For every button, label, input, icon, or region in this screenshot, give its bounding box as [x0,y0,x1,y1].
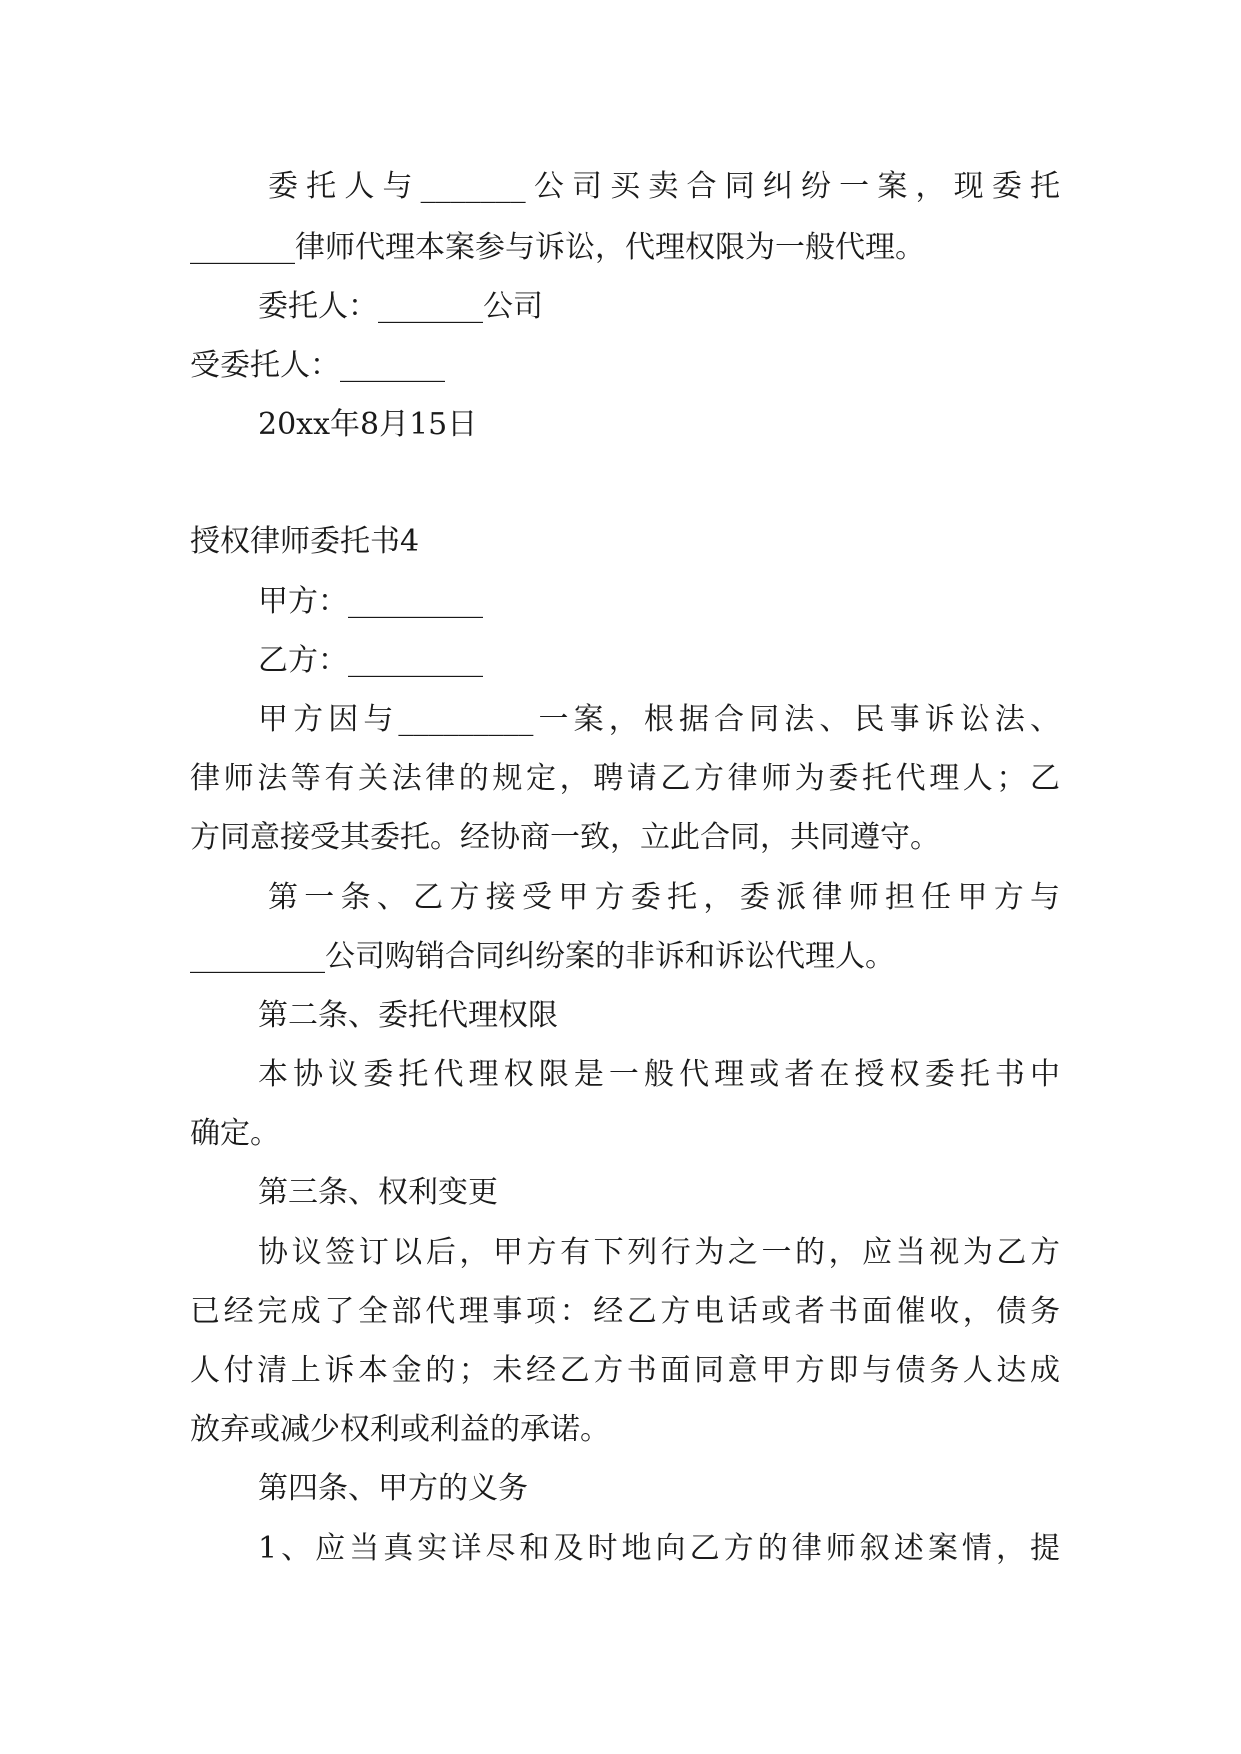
text-line: 第二条、委托代理权限 [258,998,558,1033]
text-line: 律师法等有关法律的规定，聘请乙方律师为委托代理人；乙 [190,761,1060,796]
text-line: 本协议委托代理权限是一般代理或者在授权委托书中 [258,1057,1060,1092]
text-line: 甲方因与_________一案，根据合同法、民事诉讼法、 [258,702,1060,737]
section-heading: 授权律师委托书4 [190,524,420,559]
text-line: 放弃或减少权利或利益的承诺。 [190,1412,610,1447]
text-line: 1、应当真实详尽和及时地向乙方的律师叙述案情，提 [258,1531,1060,1566]
text-line: 第一条、乙方接受甲方委托，委派律师担任甲方与 [268,880,1060,915]
text-line: 人付清上诉本金的；未经乙方书面同意甲方即与债务人达成 [190,1353,1060,1388]
text-line: 方同意接受其委托。经协商一致，立此合同，共同遵守。 [190,820,940,855]
text-line: 协议签订以后，甲方有下列行为之一的，应当视为乙方 [258,1235,1060,1270]
text-line: 受委托人：_______ [190,348,445,383]
text-line: 甲方：_________ [258,584,483,619]
text-line: 确定。 [190,1116,280,1151]
text-line: _______律师代理本案参与诉讼，代理权限为一般代理。 [190,230,925,265]
text-line: 20xx年8月15日 [258,407,478,442]
text-line: 委托人与_______公司买卖合同纠纷一案，现委托 [268,169,1060,204]
text-line: 乙方：_________ [258,643,483,678]
text-line: 委托人：_______公司 [258,289,543,324]
text-line: 已经完成了全部代理事项：经乙方电话或者书面催收，债务 [190,1294,1060,1329]
text-line: _________公司购销合同纠纷案的非诉和诉讼代理人。 [190,939,895,974]
text-line: 第四条、甲方的义务 [258,1471,528,1506]
text-line: 第三条、权利变更 [258,1175,498,1210]
